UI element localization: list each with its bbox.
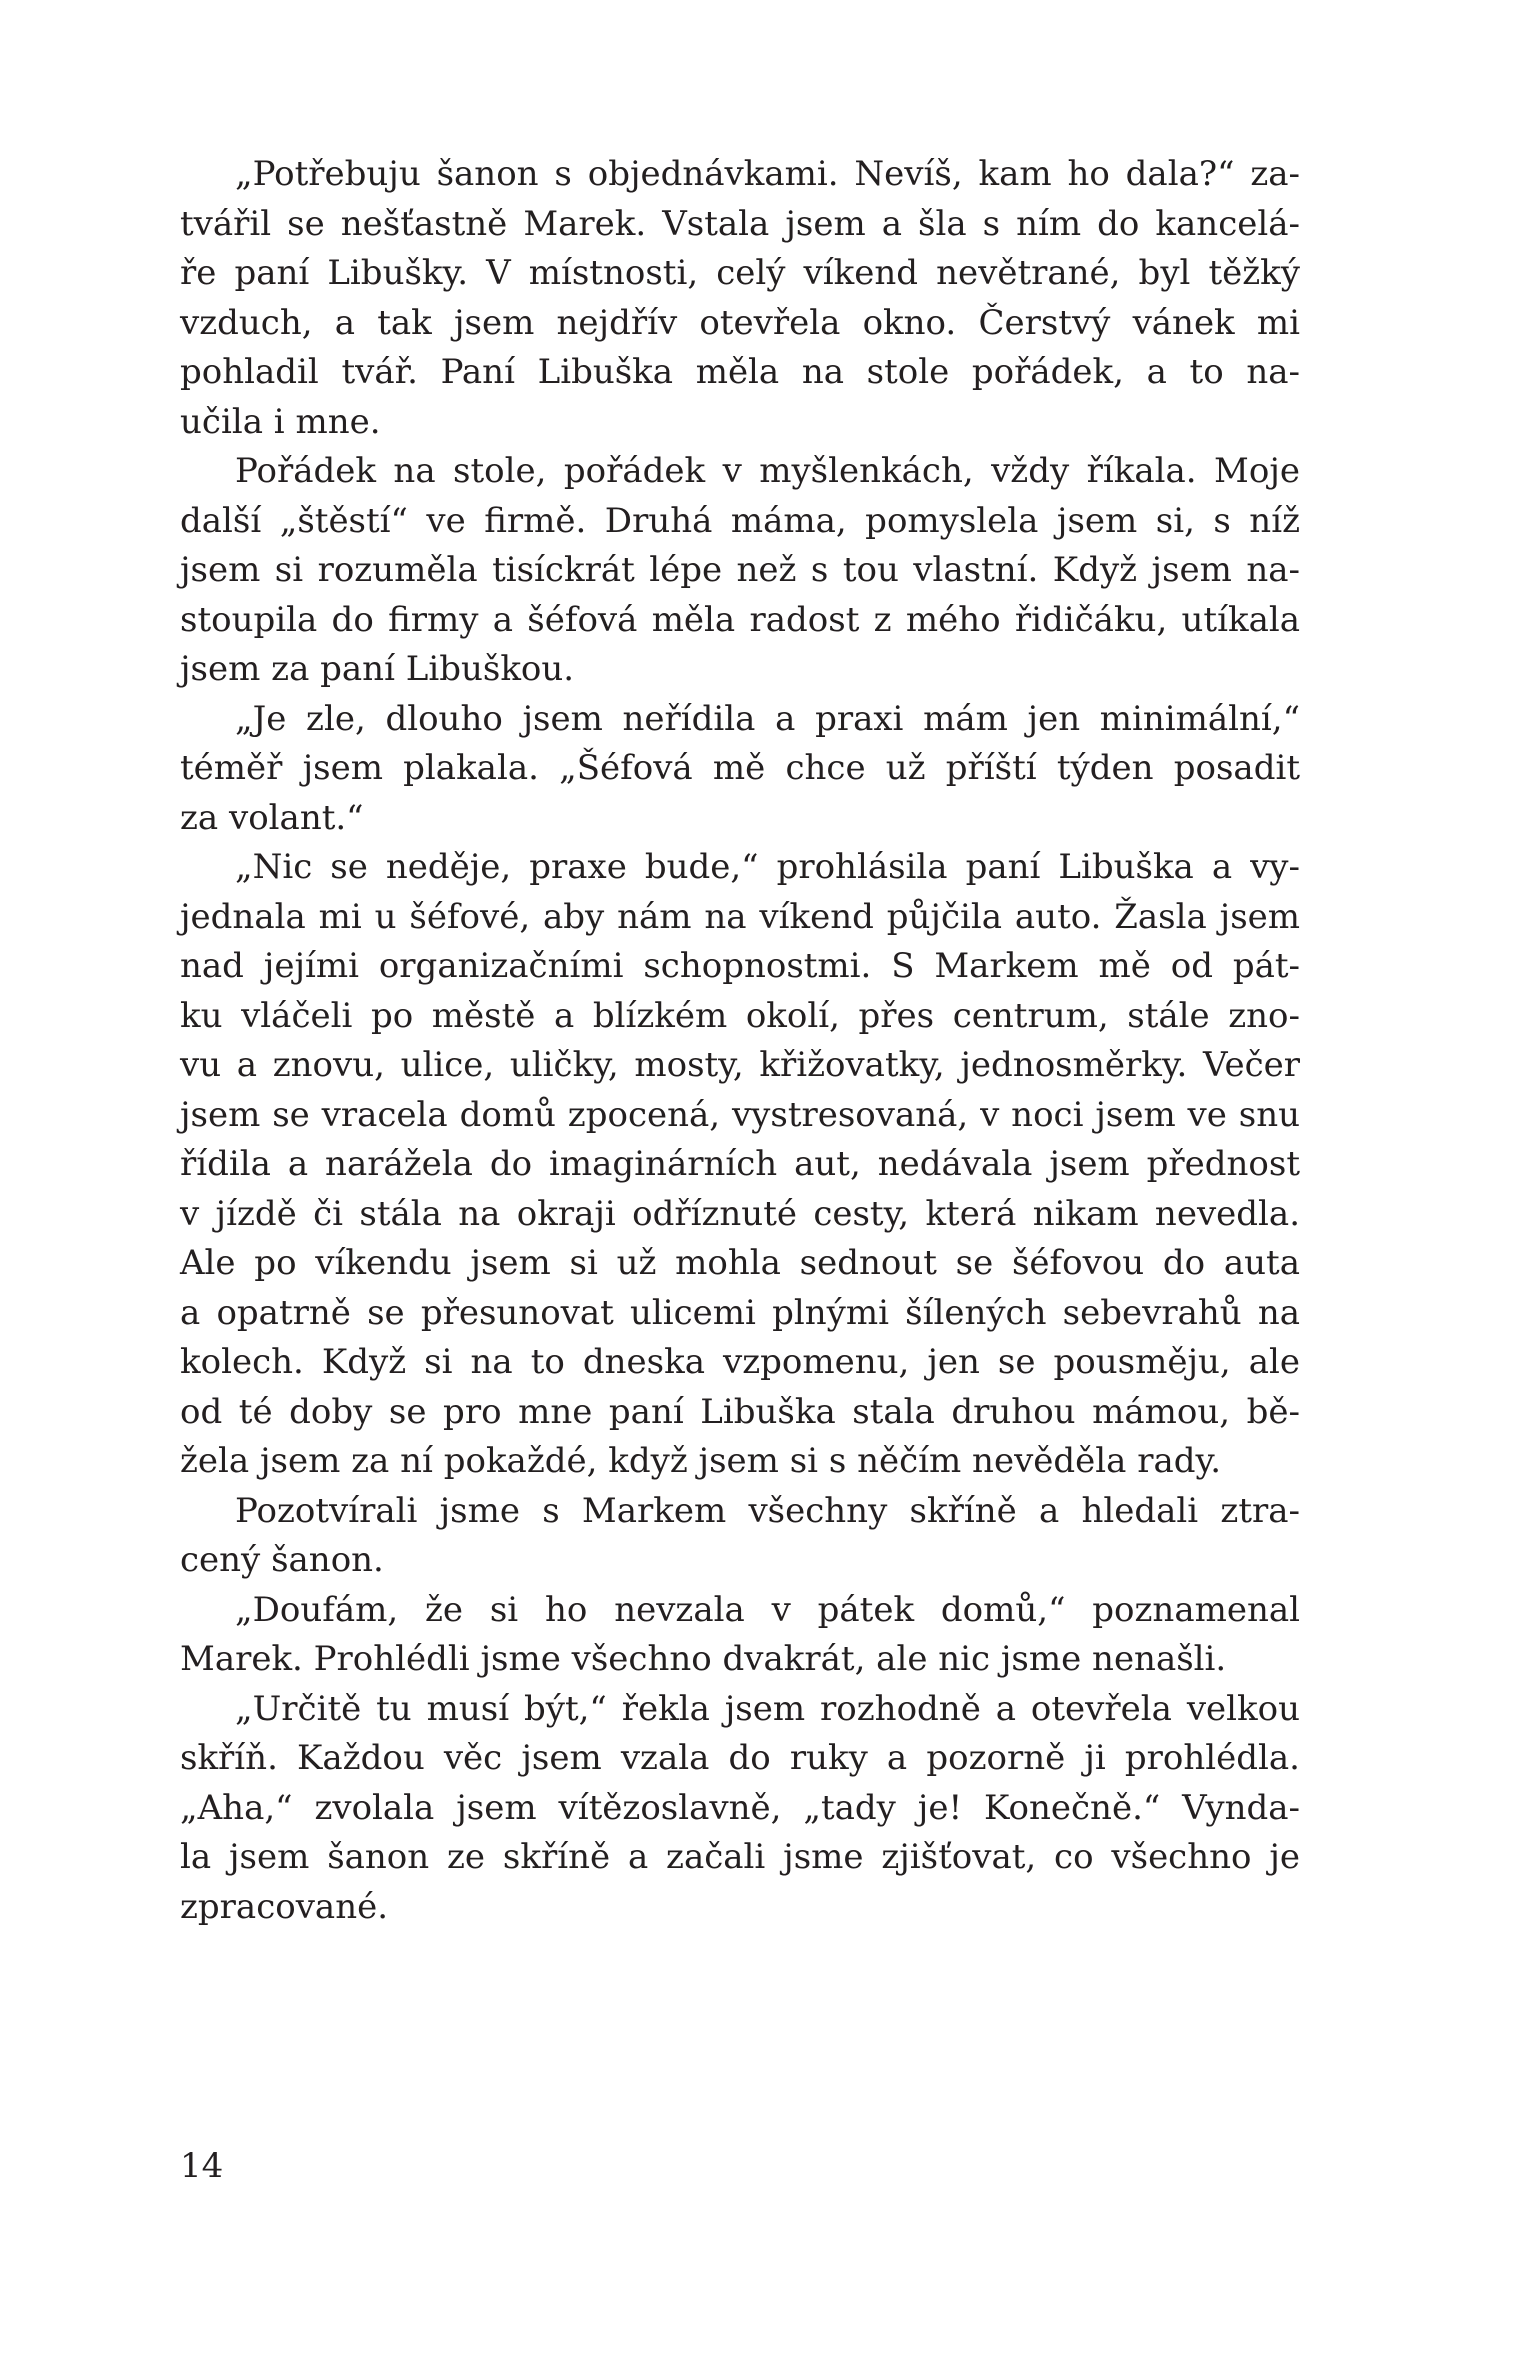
text-line: učila i mne. [180,401,381,442]
text-line: za volant.“ [180,797,364,838]
text-line: kolech. Když si na to dneska vzpomenu, jen se pousměju, ale [180,1342,1300,1382]
text-line: vzduch, a tak jsem nejdřív otevřela okno. Čerstvý vánek mi [180,302,1300,343]
text-line: další „štěstí“ ve firmě. Druhá máma, pomyslela jsem si, s níž [180,500,1300,541]
text-line: la jsem šanon ze skříně a začali jsme zjišťovat, co všechno je [180,1837,1300,1877]
text-line: jsem si rozuměla tisíckrát lépe než s tou vlastní. Když jsem na- [180,550,1300,590]
text-line: „Nic se neděje, praxe bude,“ prohlásila paní Libuška a vy- [235,847,1300,887]
text-line: tvářil se nešťastně Marek. Vstala jsem a šla s ním do kancelá- [180,203,1300,244]
text-line: jsem za paní Libuškou. [180,649,575,689]
text-line: skříň. Každou věc jsem vzala do ruky a pozorně ji prohlédla. [180,1738,1300,1778]
text-line: ku vláčeli po městě a blízkém okolí, přes centrum, stále zno- [180,995,1300,1036]
text-line: vu a znovu, ulice, uličky, mosty, křižovatky, jednosměrky. Večer [180,1045,1300,1085]
text-line: Marek. Prohlédli jsme všechno dvakrát, ale nic jsme nenašli. [180,1639,1227,1679]
text-line: téměř jsem plakala. „Šéfová mě chce už příští týden posadit [180,748,1300,788]
body-text [180,150,1300,1932]
text-line: „Je zle, dlouho jsem neřídila a praxi mám jen minimální,“ [235,698,1300,739]
text-line: pohladil tvář. Paní Libuška měla na stole pořádek, a to na- [180,352,1300,392]
text-line: ře paní Libušky. V místnosti, celý víkend nevětrané, byl těžký [180,253,1300,293]
text-line: „Aha,“ zvolala jsem vítězoslavně, „tady je! Konečně.“ Vynda- [180,1787,1300,1828]
text-line: jednala mi u šéfové, aby nám na víkend půjčila auto. Žasla jsem [180,896,1300,937]
text-line: řídila a narážela do imaginárních aut, nedávala jsem přednost [180,1144,1300,1184]
text-line: „Potřebuju šanon s objednávkami. Nevíš, kam ho dala?“ za- [235,154,1300,194]
text-line: v jízdě či stála na okraji odříznuté cesty, která nikam nevedla. [180,1193,1300,1234]
text-line: Ale po víkendu jsem si už mohla sednout se šéfovou do auta [180,1243,1300,1283]
text-line: Pozotvírali jsme s Markem všechny skříně a hledali ztra- [235,1490,1300,1531]
text-line: stoupila do firmy a šéfová měla radost z mého řidičáku, utíkala [180,599,1300,640]
page-number: 14 [180,2146,224,2186]
text-line: Pořádek na stole, pořádek v myšlenkách, vždy říkala. Moje [235,451,1300,491]
text-line: „Doufám, že si ho nevzala v pátek domů,“ poznamenal [235,1589,1300,1630]
text-line: nad jejími organizačními schopnostmi. S Markem mě od pát- [180,946,1300,986]
text-line: od té doby se pro mne paní Libuška stala druhou mámou, bě- [180,1391,1300,1432]
text-line: žela jsem za ní pokaždé, když jsem si s něčím nevěděla rady. [180,1441,1222,1481]
text-line: jsem se vracela domů zpocená, vystresovaná, v noci jsem ve snu [180,1094,1300,1135]
text-line: a opatrně se přesunovat ulicemi plnými šílených sebevrahů na [180,1292,1300,1333]
text-line: cený šanon. [180,1540,384,1580]
text-line: „Určitě tu musí být,“ řekla jsem rozhodně a otevřela velkou [235,1688,1300,1729]
text-line: zpracované. [180,1886,389,1927]
